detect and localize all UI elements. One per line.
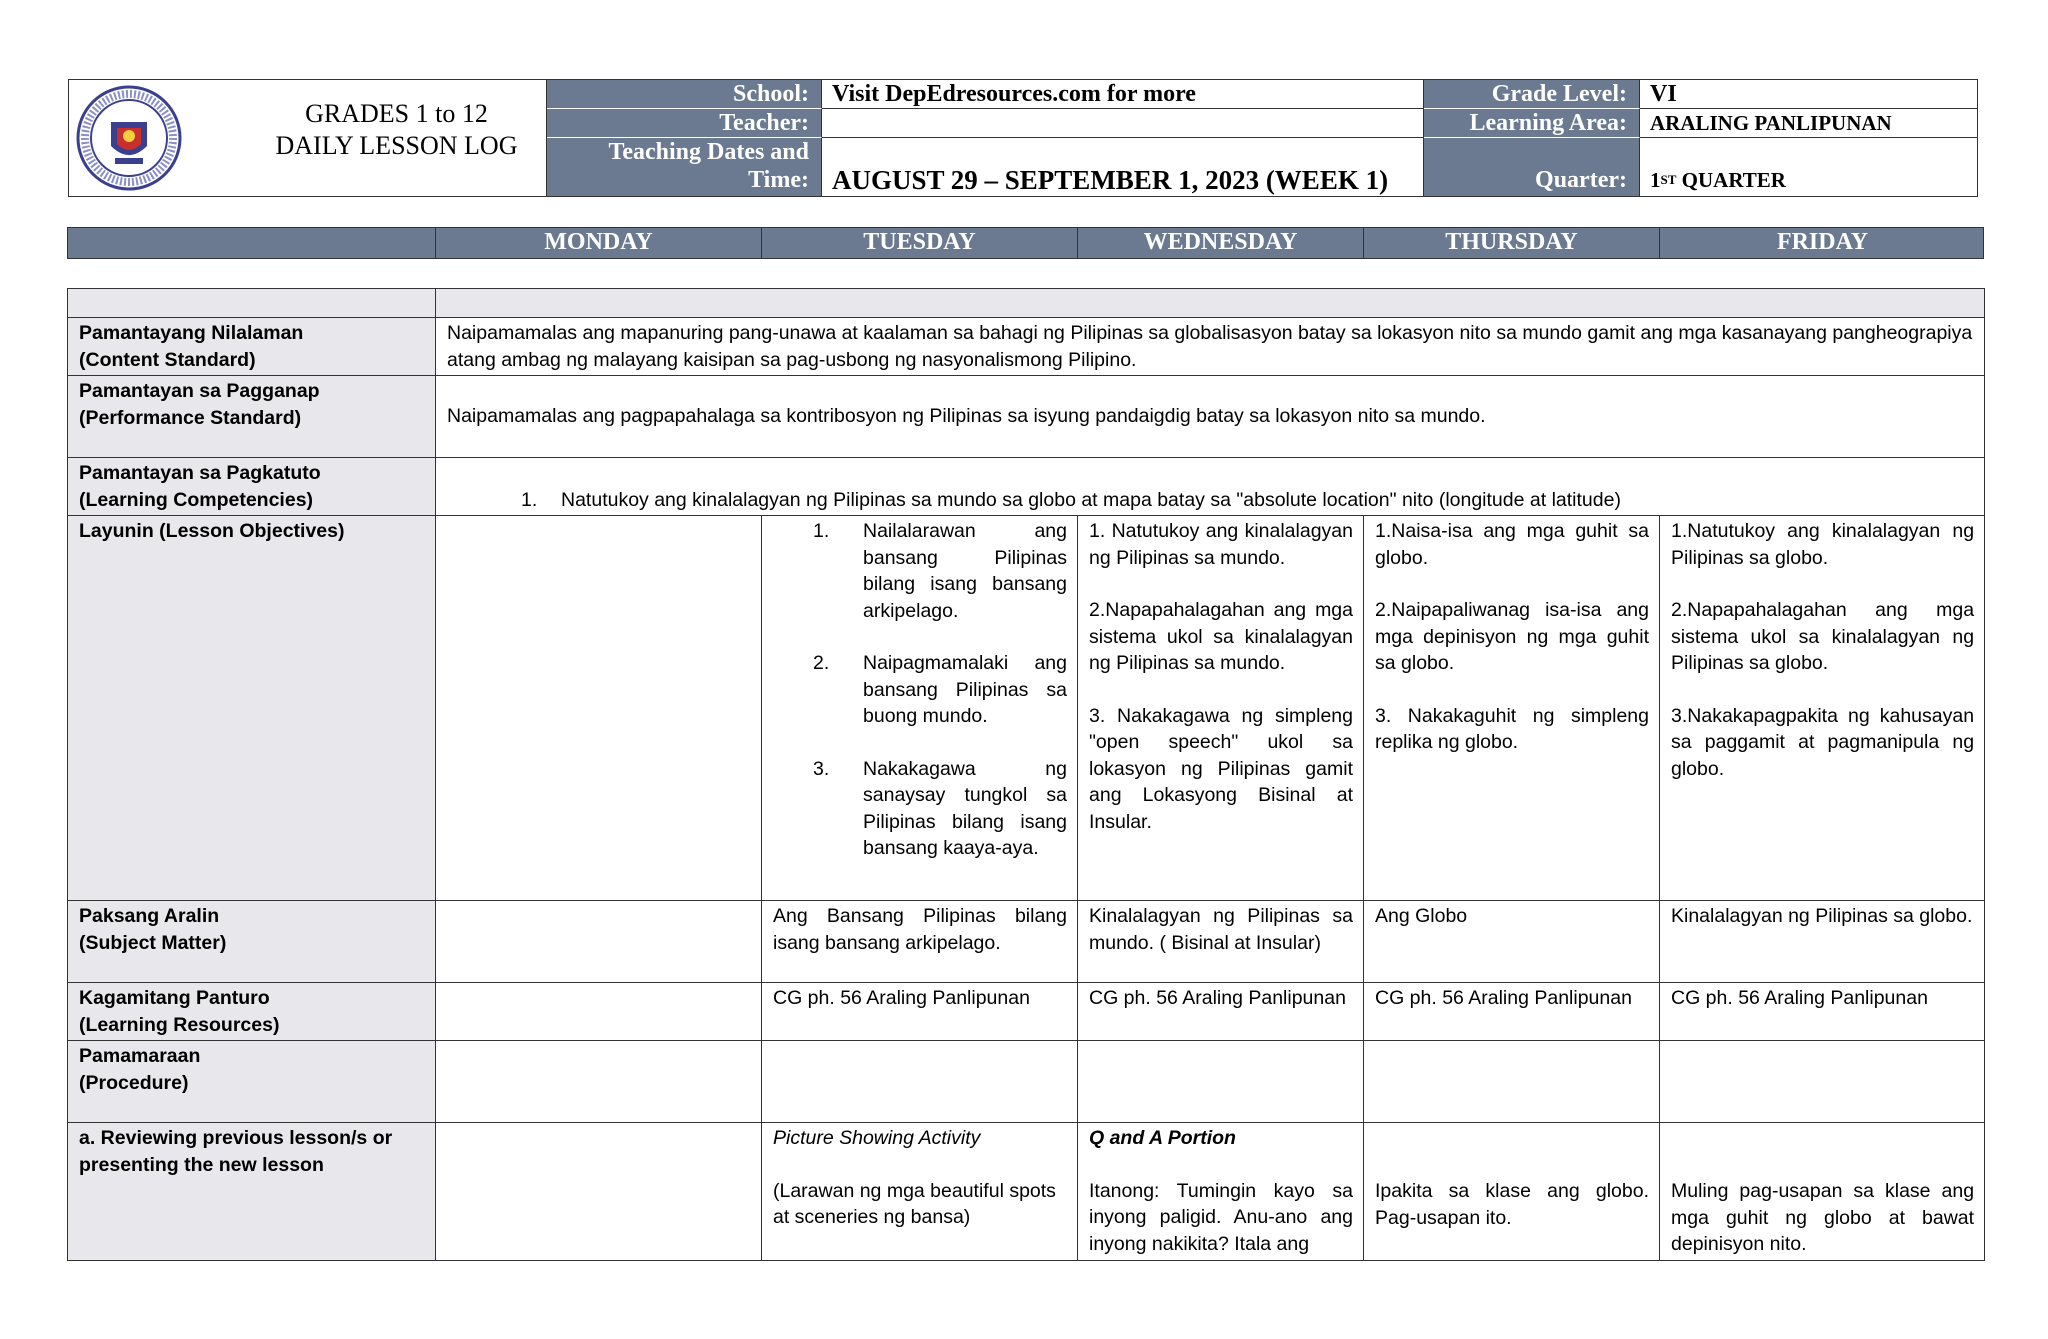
objective-paragraph: 1.Natutukoy ang kinalalagyan ng Pilipinas sa globo. xyxy=(1671,520,1975,569)
reviewing-tuesday-title: Picture Showing Activity xyxy=(773,1127,981,1149)
day-wednesday: WEDNESDAY xyxy=(1078,228,1364,258)
day-tuesday: TUESDAY xyxy=(762,228,1078,258)
teaching-dates-label-line1: Teaching Dates and xyxy=(608,139,809,165)
reviewing-friday xyxy=(1660,1123,1985,1261)
quarter-value xyxy=(1640,138,1977,196)
objective-paragraph: 1.Naisa-isa ang mga guhit sa globo. xyxy=(1375,520,1649,569)
procedure-label-2: (Procedure) xyxy=(79,1071,189,1094)
performance-standard-label-1: Pamantayan sa Pagganap xyxy=(79,380,320,402)
procedure-tuesday xyxy=(762,1041,1078,1123)
teacher-value xyxy=(822,109,1424,138)
table-row-resources xyxy=(68,983,1985,1041)
blank-label-cell xyxy=(68,289,436,318)
quarter-label xyxy=(1424,138,1640,196)
resources-tuesday: CG ph. 56 Araling Panlipunan xyxy=(762,983,1078,1041)
subject-matter-monday xyxy=(436,901,762,983)
day-header-bar xyxy=(67,227,1984,259)
content-standard-label-1: Pamantayang Nilalaman xyxy=(79,322,304,344)
resources-label xyxy=(68,983,436,1041)
objective-paragraph: 3. Nakakagawa ng simpleng "open speech" ukol sa lokasyon ng Pilipinas gamit ang Lokasyong Bisinal at Insular. xyxy=(1089,704,1353,833)
resources-friday: CG ph. 56 Araling Panlipunan xyxy=(1660,983,1985,1041)
objective-paragraph: 1. Natutukoy ang kinalalagyan ng Pilipinas sa mundo. xyxy=(1089,520,1353,569)
competencies-label-1: Pamantayan sa Pagkatuto xyxy=(79,462,321,484)
list-item-number: 3. xyxy=(813,757,830,780)
blank-content-cell xyxy=(436,289,1985,318)
quarter-label-text: Quarter: xyxy=(1535,167,1627,193)
reviewing-thursday xyxy=(1364,1123,1660,1261)
reviewing-monday xyxy=(436,1123,762,1261)
list-item-number: 1. xyxy=(813,520,830,542)
competency-number: 1. xyxy=(521,488,538,511)
list-item-text: Nakakagawa ng sanaysay tungkol sa Pilipinas bilang isang bansang kaaya-aya. xyxy=(863,757,1067,859)
subject-matter-label xyxy=(68,901,436,983)
list-item xyxy=(773,650,1067,730)
content-standard-label xyxy=(68,318,436,376)
objectives-friday xyxy=(1660,516,1985,901)
table-row-content-standard xyxy=(68,318,1985,376)
objective-paragraph: 2.Napapahalagahan ang mga sistema ukol sa kinalalagyan ng Pilipinas sa mundo. xyxy=(1089,599,1353,674)
deped-seal-icon xyxy=(75,84,183,192)
competency-text: Natutukoy ang kinalalagyan ng Pilipinas sa mundo sa globo at mapa batay sa "absolute location" nito (longitude at latitude) xyxy=(561,488,1621,511)
table-row-competencies xyxy=(68,458,1985,516)
subject-matter-tuesday: Ang Bansang Pilipinas bilang isang bansang arkipelago. xyxy=(762,901,1078,983)
quarter-suffix: ST xyxy=(1660,172,1677,187)
objective-paragraph: 3. Nakakaguhit ng simpleng replika ng globo. xyxy=(1375,704,1649,753)
content-standard-text: Naipamamalas ang mapanuring pang-unawa at kaalaman sa bahagi ng Pilipinas sa globalisasyon batay sa lokasyon nito sa mundo gamit ang mga kasanayang pangheograpiya atang ambag ng malayang kaisipan sa pag-usbong ng nasyonalismong Pilipino. xyxy=(436,318,1985,376)
objectives-tuesday-list xyxy=(773,518,1067,862)
quarter-text: QUARTER xyxy=(1676,168,1786,192)
reviewing-tuesday-text: (Larawan ng mga beautiful spots at sceneries ng bansa) xyxy=(773,1179,1056,1228)
resources-label-1: Kagamitang Panturo xyxy=(79,987,270,1009)
table-row-performance-standard xyxy=(68,376,1985,458)
learning-area-label: Learning Area: xyxy=(1424,109,1640,138)
teaching-dates-label xyxy=(547,138,822,196)
lesson-table xyxy=(67,288,1985,1261)
reviewing-wednesday xyxy=(1078,1123,1364,1261)
day-monday: MONDAY xyxy=(436,228,762,258)
document-title xyxy=(214,98,579,162)
performance-standard-text: Naipamamalas ang pagpapahalaga sa kontribosyon ng Pilipinas sa isyung pandaigdig batay sa lokasyon nito sa mundo. xyxy=(436,376,1985,458)
teacher-label: Teacher: xyxy=(547,109,822,138)
table-row-subject-matter xyxy=(68,901,1985,983)
objectives-tuesday xyxy=(762,516,1078,901)
grade-level-label: Grade Level: xyxy=(1424,80,1640,109)
header-info-grid xyxy=(547,80,1977,196)
subject-matter-wednesday: Kinalalagyan ng Pilipinas sa mundo. ( Bisinal at Insular) xyxy=(1078,901,1364,983)
subject-matter-label-2: (Subject Matter) xyxy=(79,931,227,954)
teaching-dates-value: AUGUST 29 – SEPTEMBER 1, 2023 (WEEK 1) xyxy=(822,138,1424,196)
list-item-text: Naipagmamalaki ang bansang Pilipinas sa buong mundo. xyxy=(863,652,1067,727)
school-label: School: xyxy=(547,80,822,109)
resources-thursday: CG ph. 56 Araling Panlipunan xyxy=(1364,983,1660,1041)
list-item xyxy=(773,518,1067,624)
resources-label-2: (Learning Resources) xyxy=(79,1013,280,1036)
reviewing-tuesday xyxy=(762,1123,1078,1261)
objective-paragraph: 2.Naipapaliwanag isa-isa ang mga depinisyon ng mga guhit sa globo. xyxy=(1375,599,1649,674)
title-line-1: GRADES 1 to 12 xyxy=(305,99,488,128)
objectives-thursday xyxy=(1364,516,1660,901)
procedure-thursday xyxy=(1364,1041,1660,1123)
resources-monday xyxy=(436,983,762,1041)
procedure-label xyxy=(68,1041,436,1123)
subject-matter-label-1: Paksang Aralin xyxy=(79,905,220,927)
logo-cell xyxy=(69,80,547,196)
subject-matter-thursday: Ang Globo xyxy=(1364,901,1660,983)
day-bar-blank xyxy=(68,228,436,258)
lesson-log-header xyxy=(68,79,1978,197)
content-standard-label-2: (Content Standard) xyxy=(79,348,256,371)
objective-paragraph: 2.Napapahalagahan ang mga sistema ukol sa kinalalagyan ng Pilipinas sa globo. xyxy=(1671,599,1975,674)
reviewing-thursday-text: Ipakita sa klase ang globo. Pag-usapan ito. xyxy=(1375,1180,1649,1229)
objectives-label: Layunin (Lesson Objectives) xyxy=(68,516,436,901)
competencies-label-2: (Learning Competencies) xyxy=(79,488,314,511)
reviewing-friday-text: Muling pag-usapan sa klase ang mga guhit ng globo at bawat depinisyon nito. xyxy=(1671,1180,1975,1255)
reviewing-wednesday-title: Q and A Portion xyxy=(1089,1127,1236,1149)
learning-area-value: ARALING PANLIPUNAN xyxy=(1640,109,1977,138)
table-blank-row xyxy=(68,289,1985,318)
procedure-friday xyxy=(1660,1041,1985,1123)
objectives-monday xyxy=(436,516,762,901)
resources-wednesday: CG ph. 56 Araling Panlipunan xyxy=(1078,983,1364,1041)
competencies-label xyxy=(68,458,436,516)
reviewing-wednesday-text: Itanong: Tumingin kayo sa inyong paligid. Anu-ano ang inyong nakikita? Itala ang xyxy=(1089,1179,1353,1255)
subject-matter-friday: Kinalalagyan ng Pilipinas sa globo. xyxy=(1660,901,1985,983)
objective-paragraph: 3.Nakakapagpakita ng kahusayan sa paggamit at pagmanipula ng globo. xyxy=(1671,704,1975,780)
table-row-objectives xyxy=(68,516,1985,901)
performance-standard-label xyxy=(68,376,436,458)
table-row-procedure xyxy=(68,1041,1985,1123)
list-item-text: Nailalarawan ang bansang Pilipinas bilang isang bansang arkipelago. xyxy=(863,520,1067,622)
list-item xyxy=(773,756,1067,862)
reviewing-label: a. Reviewing previous lesson/s or presenting the new lesson xyxy=(68,1123,436,1261)
day-thursday: THURSDAY xyxy=(1364,228,1660,258)
quarter-number: 1 xyxy=(1650,168,1661,192)
teaching-dates-label-line2: Time: xyxy=(748,167,809,193)
title-line-2: DAILY LESSON LOG xyxy=(275,131,518,160)
competencies-cell xyxy=(436,458,1985,516)
day-friday: FRIDAY xyxy=(1776,229,1869,255)
performance-standard-label-2: (Performance Standard) xyxy=(79,406,302,429)
table-row-reviewing xyxy=(68,1123,1985,1261)
objectives-wednesday xyxy=(1078,516,1364,901)
school-value: Visit DepEdresources.com for more xyxy=(822,80,1424,109)
procedure-monday xyxy=(436,1041,762,1123)
list-item-number: 2. xyxy=(813,652,830,674)
procedure-label-1: Pamamaraan xyxy=(79,1045,201,1067)
procedure-wednesday xyxy=(1078,1041,1364,1123)
grade-level-value: VI xyxy=(1640,80,1977,109)
